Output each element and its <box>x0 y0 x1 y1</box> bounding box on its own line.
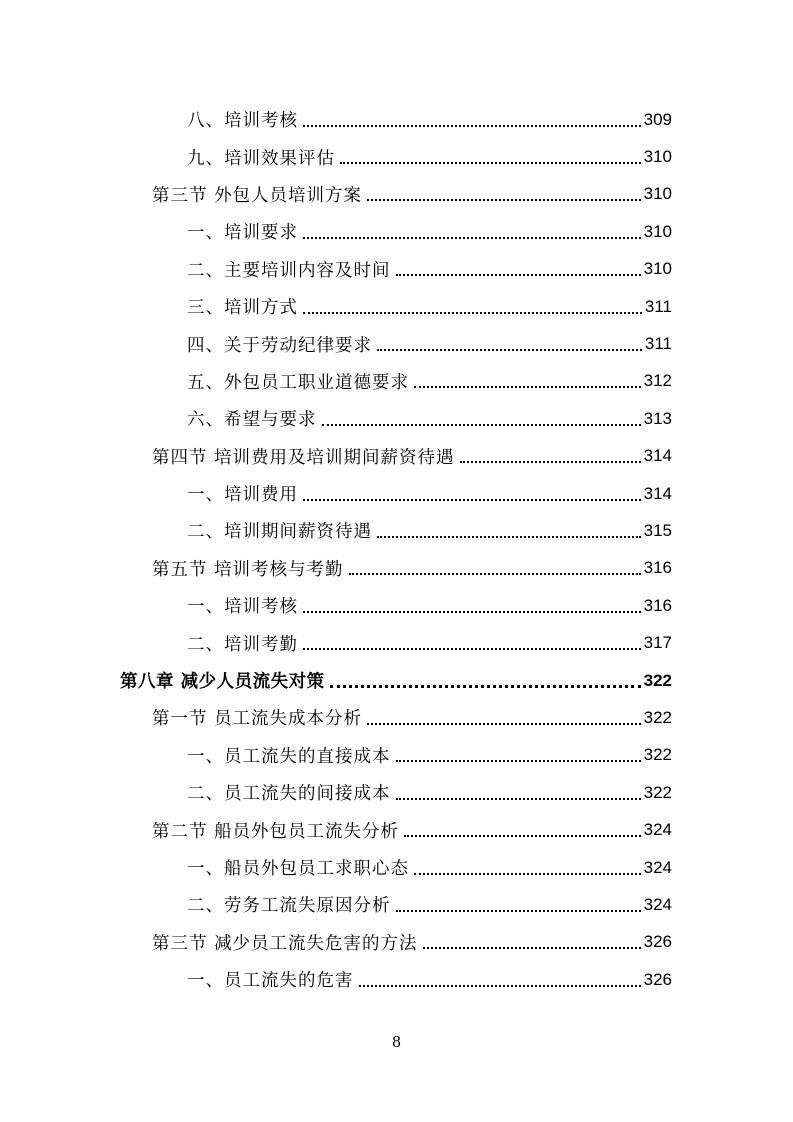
toc-subsection-entry[interactable] <box>0 475 793 512</box>
toc-dot-leader <box>367 199 641 201</box>
toc-dot-leader <box>303 312 642 314</box>
toc-dot-leader <box>359 985 641 987</box>
toc-entry-page-number: 324 <box>643 857 672 877</box>
toc-entry-title: 三、培训方式 <box>187 298 298 319</box>
toc-section-entry[interactable] <box>0 438 793 475</box>
toc-subsection-entry[interactable] <box>0 886 793 923</box>
toc-dot-leader <box>303 237 641 239</box>
toc-dot-leader <box>377 536 641 538</box>
toc-entry-page-number: 316 <box>643 558 672 578</box>
toc-section-entry[interactable] <box>0 550 793 587</box>
toc-entry-page-number: 315 <box>643 520 672 540</box>
toc-dot-leader <box>303 499 641 501</box>
toc-entry-page-number: 324 <box>643 820 672 840</box>
toc-section-entry[interactable] <box>0 699 793 736</box>
toc-entry-page-number: 310 <box>643 259 672 279</box>
toc-entry-title: 九、培训效果评估 <box>187 148 335 169</box>
toc-entry-title: 八、培训考核 <box>187 111 298 132</box>
toc-dot-leader <box>396 760 641 762</box>
toc-dot-leader <box>396 274 641 276</box>
toc-entry-page-number: 322 <box>643 782 672 802</box>
page-number: 8 <box>392 1032 401 1051</box>
table-of-contents <box>0 101 793 998</box>
toc-dot-leader <box>396 798 641 800</box>
toc-dot-leader <box>367 723 641 725</box>
toc-entry-title: 二、劳务工流失原因分析 <box>187 896 391 917</box>
toc-entry-page-number: 322 <box>643 670 672 690</box>
toc-entry-page-number: 326 <box>643 969 672 989</box>
toc-dot-leader <box>322 424 641 426</box>
toc-entry-title: 四、关于劳动纪律要求 <box>187 335 372 356</box>
toc-subsection-entry[interactable] <box>0 624 793 661</box>
toc-subsection-entry[interactable] <box>0 774 793 811</box>
toc-subsection-entry[interactable] <box>0 138 793 175</box>
toc-entry-page-number: 310 <box>643 147 672 167</box>
toc-subsection-entry[interactable] <box>0 400 793 437</box>
toc-dot-leader <box>303 648 641 650</box>
toc-dot-leader <box>377 349 642 351</box>
toc-entry-title: 一、培训考核 <box>187 597 298 618</box>
toc-entry-title: 二、培训期间薪资待遇 <box>187 522 372 543</box>
toc-entry-title: 二、主要培训内容及时间 <box>187 260 391 281</box>
toc-entry-title: 第四节 培训费用及培训期间薪资待遇 <box>152 447 455 468</box>
toc-entry-page-number: 316 <box>643 595 672 615</box>
toc-entry-page-number: 309 <box>643 109 672 129</box>
toc-entry-page-number: 310 <box>643 184 672 204</box>
toc-subsection-entry[interactable] <box>0 251 793 288</box>
toc-dot-leader <box>414 873 641 875</box>
toc-section-entry[interactable] <box>0 811 793 848</box>
toc-dot-leader <box>396 910 641 912</box>
toc-entry-title: 第一节 员工流失成本分析 <box>152 709 363 730</box>
toc-entry-page-number: 311 <box>644 334 672 354</box>
toc-entry-page-number: 311 <box>644 296 672 316</box>
toc-dot-leader <box>349 573 641 575</box>
toc-entry-page-number: 317 <box>643 633 672 653</box>
toc-entry-title: 第三节 外包人员培训方案 <box>152 185 363 206</box>
toc-entry-page-number: 314 <box>643 446 672 466</box>
toc-subsection-entry[interactable] <box>0 363 793 400</box>
toc-entry-title: 第二节 船员外包员工流失分析 <box>152 821 400 842</box>
toc-dot-leader <box>414 386 641 388</box>
toc-entry-title: 第五节 培训考核与考勤 <box>152 559 344 580</box>
toc-dot-leader <box>340 162 641 164</box>
toc-dot-leader <box>303 611 641 613</box>
toc-entry-title: 第八章 减少人员流失对策 <box>120 672 325 693</box>
toc-subsection-entry[interactable] <box>0 737 793 774</box>
toc-subsection-entry[interactable] <box>0 587 793 624</box>
toc-entry-title: 五、外包员工职业道德要求 <box>187 372 409 393</box>
toc-entry-title: 一、培训费用 <box>187 485 298 506</box>
toc-entry-page-number: 326 <box>643 932 672 952</box>
toc-entry-title: 二、培训考勤 <box>187 634 298 655</box>
toc-subsection-entry[interactable] <box>0 101 793 138</box>
toc-entry-title: 一、员工流失的危害 <box>187 971 354 992</box>
toc-entry-title: 一、培训要求 <box>187 223 298 244</box>
toc-dot-leader <box>460 461 641 463</box>
toc-entry-page-number: 314 <box>643 483 672 503</box>
toc-dot-leader <box>423 947 641 949</box>
toc-subsection-entry[interactable] <box>0 512 793 549</box>
toc-dot-leader <box>330 685 641 688</box>
toc-entry-page-number: 324 <box>643 894 672 914</box>
toc-section-entry[interactable] <box>0 924 793 961</box>
toc-entry-page-number: 312 <box>643 371 672 391</box>
toc-subsection-entry[interactable] <box>0 961 793 998</box>
toc-subsection-entry[interactable] <box>0 325 793 362</box>
toc-dot-leader <box>404 835 641 837</box>
toc-subsection-entry[interactable] <box>0 288 793 325</box>
toc-entry-title: 二、员工流失的间接成本 <box>187 784 391 805</box>
toc-section-entry[interactable] <box>0 176 793 213</box>
toc-entry-page-number: 310 <box>643 221 672 241</box>
toc-subsection-entry[interactable] <box>0 849 793 886</box>
toc-entry-title: 六、希望与要求 <box>187 410 317 431</box>
toc-subsection-entry[interactable] <box>0 213 793 250</box>
toc-chapter-entry[interactable] <box>0 662 793 699</box>
toc-entry-title: 第三节 减少员工流失危害的方法 <box>152 933 418 954</box>
toc-entry-title: 一、员工流失的直接成本 <box>187 746 391 767</box>
toc-dot-leader <box>303 125 641 127</box>
toc-entry-page-number: 322 <box>643 707 672 727</box>
toc-entry-title: 一、船员外包员工求职心态 <box>187 859 409 879</box>
toc-entry-page-number: 322 <box>643 745 672 765</box>
toc-entry-page-number: 313 <box>643 408 672 428</box>
